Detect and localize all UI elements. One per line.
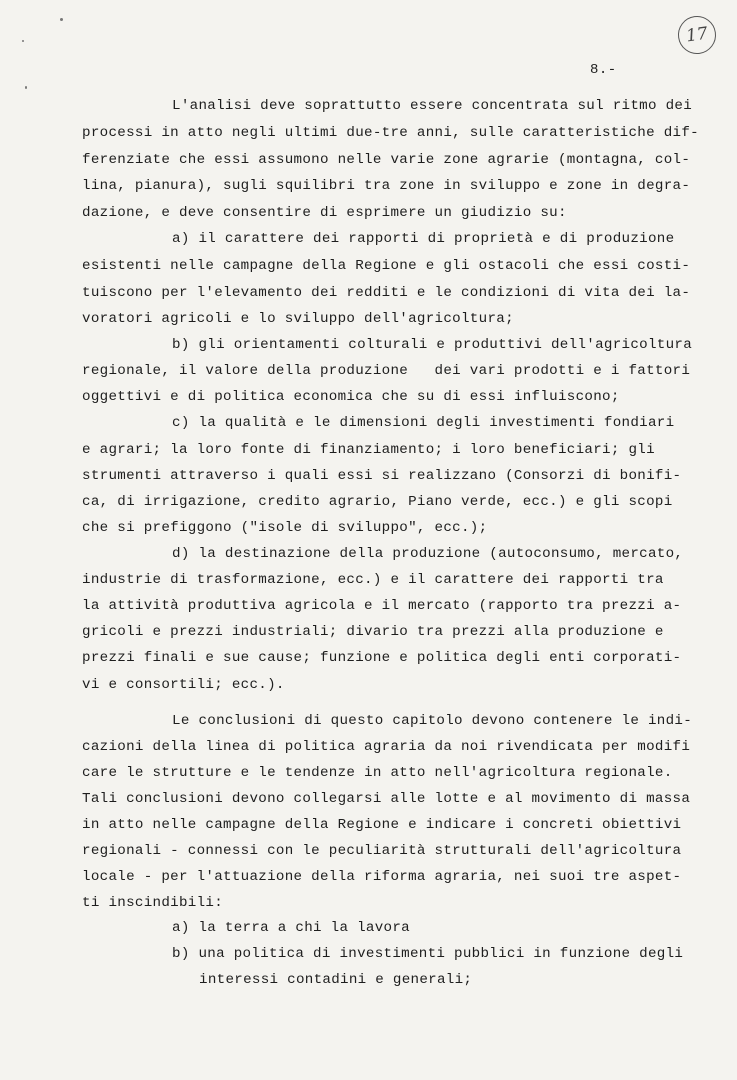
text-line: Tali conclusioni devono collegarsi alle lotte e al movimento di massa <box>82 791 691 807</box>
page-number: 8.- <box>590 62 617 78</box>
text-line: b) gli orientamenti colturali e produttivi dell'agricoltura <box>172 337 693 353</box>
text-line: dazione, e deve consentire di esprimere un giudizio su: <box>82 205 567 221</box>
text-line: la attività produttiva agricola e il mercato (rapporto tra prezzi a- <box>82 598 682 614</box>
text-line: L'analisi deve soprattutto essere concentrata sul ritmo dei <box>172 98 693 114</box>
text-line: e agrari; la loro fonte di finanziamento; i loro beneficiari; gli <box>82 442 655 458</box>
text-line: a) il carattere dei rapporti di proprietà e di produzione <box>172 231 675 247</box>
text-line: strumenti attraverso i quali essi si realizzano (Consorzi di bonifi- <box>82 468 682 484</box>
text-line: c) la qualità e le dimensioni degli investimenti fondiari <box>172 415 675 431</box>
text-line: in atto nelle campagne della Regione e indicare i concreti obiettivi <box>82 817 682 833</box>
speck-mark <box>60 18 63 21</box>
text-line: ca, di irrigazione, credito agrario, Piano verde, ecc.) e gli scopi <box>82 494 673 510</box>
text-line: ferenziate che essi assumono nelle varie zone agrarie (montagna, col- <box>82 152 691 168</box>
text-line: Le conclusioni di questo capitolo devono contenere le indi- <box>172 713 693 729</box>
text-line: d) la destinazione della produzione (autoconsumo, mercato, <box>172 546 684 562</box>
text-line: ti inscindibili: <box>82 895 224 911</box>
text-line: a) la terra a chi la lavora <box>172 920 410 936</box>
text-line: esistenti nelle campagne della Regione e gli ostacoli che essi costi- <box>82 258 691 274</box>
page-stamp: 17 <box>676 14 719 57</box>
text-line: voratori agricoli e lo sviluppo dell'agricoltura; <box>82 311 514 327</box>
text-line: locale - per l'attuazione della riforma agraria, nei suoi tre aspet- <box>82 869 682 885</box>
text-line: cazioni della linea di politica agraria da noi rivendicata per modifi <box>82 739 691 755</box>
text-line: gricoli e prezzi industriali; divario tra prezzi alla produzione e <box>82 624 664 640</box>
speck-mark <box>25 86 27 89</box>
text-line: prezzi finali e sue cause; funzione e politica degli enti corporati- <box>82 650 682 666</box>
text-line: lina, pianura), sugli squilibri tra zone in sviluppo e zone in degra- <box>82 178 691 194</box>
text-line: interessi contadini e generali; <box>199 972 473 988</box>
text-line: processi in atto negli ultimi due-tre anni, sulle caratteristiche dif- <box>82 125 699 141</box>
speck-mark <box>22 40 24 42</box>
text-line: care le strutture e le tendenze in atto nell'agricoltura regionale. <box>82 765 673 781</box>
text-line: che si prefiggono ("isole di sviluppo", ecc.); <box>82 520 488 536</box>
text-line: tuiscono per l'elevamento dei redditi e le condizioni di vita dei la- <box>82 285 691 301</box>
text-line: oggettivi e di politica economica che su di essi influiscono; <box>82 389 620 405</box>
text-line: regionali - connessi con le peculiarità strutturali dell'agricoltura <box>82 843 682 859</box>
text-line: b) una politica di investimenti pubblici in funzione degli <box>172 946 684 962</box>
text-line: vi e consortili; ecc.). <box>82 677 285 693</box>
text-line: industrie di trasformazione, ecc.) e il carattere dei rapporti tra <box>82 572 664 588</box>
text-line: regionale, il valore della produzione dei vari prodotti e i fattori <box>82 363 691 379</box>
